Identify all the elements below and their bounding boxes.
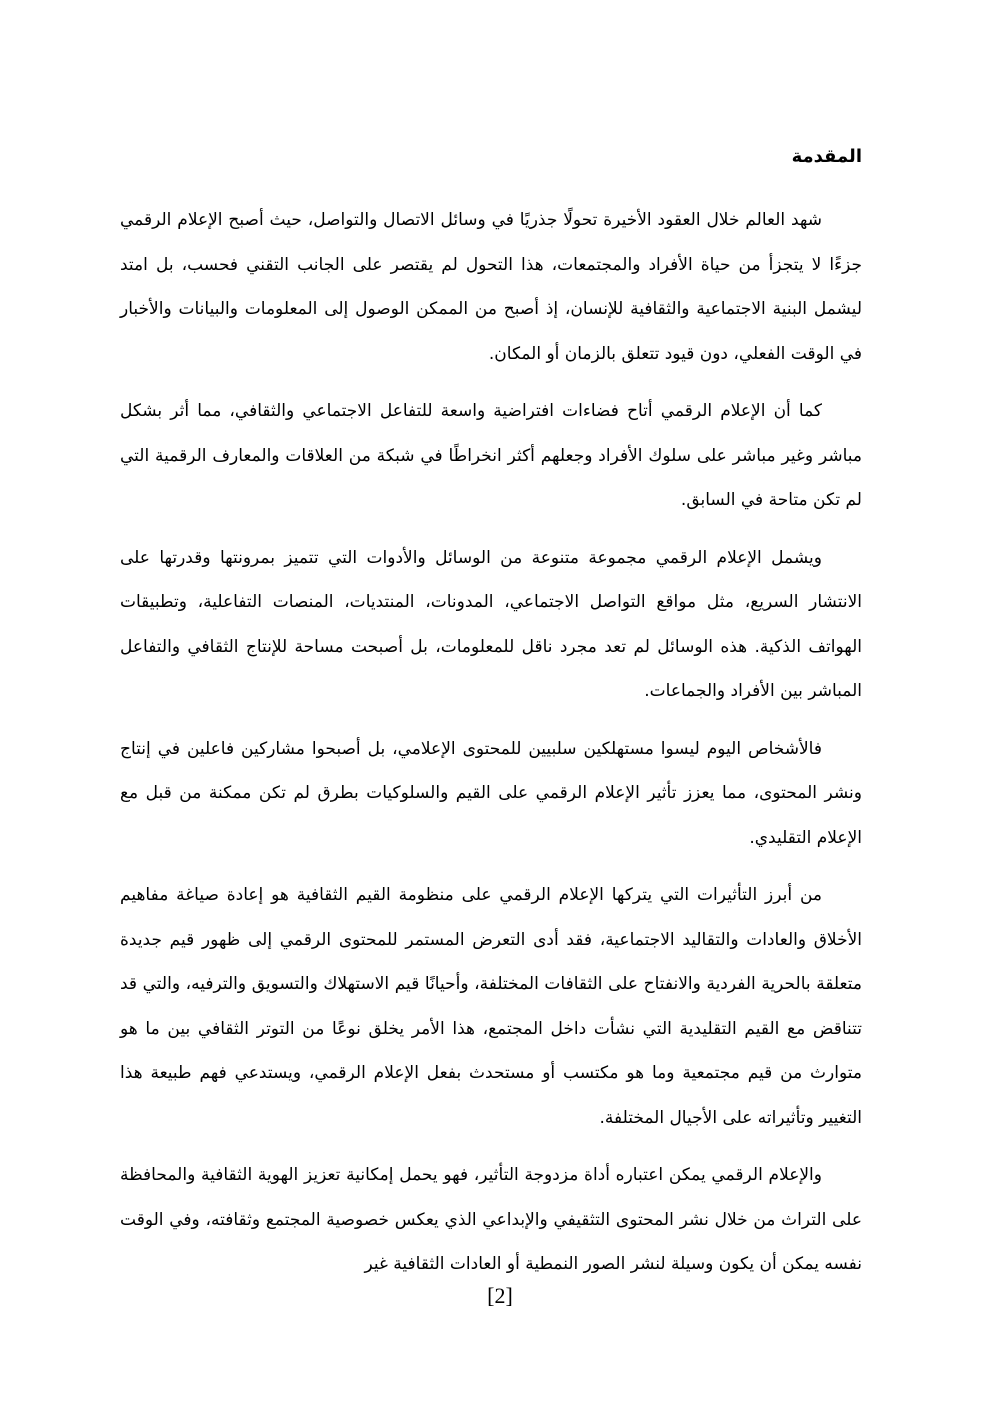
paragraph: شهد العالم خلال العقود الأخيرة تحولًا جذريًا في وسائل الاتصال والتواصل، حيث أصبح الإعلام الرقمي جزءًا لا يتجزأ من حياة الأفراد والمجتمعات، هذا التحول لم يقتصر على الجانب التقني فحسب، بل امتد ليشمل البنية الاجتماعية والثقافية للإنسان، إذ أصبح من الممكن الوصول إلى المعلومات والبيانات والأخبار في الوقت الفعلي، دون قيود تتعلق بالزمان أو المكان. — [120, 210, 862, 364]
paragraph: ويشمل الإعلام الرقمي مجموعة متنوعة من الوسائل والأدوات التي تتميز بمرونتها وقدرتها على الانتشار السريع، مثل مواقع التواصل الاجتماعي، المدونات، المنتديات، المنصات التفاعلية، وتطبيقات الهواتف الذكية. هذه الوسائل لم تعد مجرد ناقل للمعلومات، بل أصبحت مساحة للإنتاج الثقافي والتفاعل المباشر بين الأفراد والجماعات. — [120, 547, 862, 701]
section-heading: المقدمة — [791, 146, 862, 167]
page-body — [120, 142, 862, 1300]
paragraph: من أبرز التأثيرات التي يتركها الإعلام الرقمي على منظومة القيم الثقافية هو إعادة صياغة مفاهيم الأخلاق والعادات والتقاليد الاجتماعية، فقد أدى التعرض المستمر للمحتوى الرقمي إلى ظهور قيم جديدة متعلقة بالحرية الفردية والانفتاح على الثقافات المختلفة، وأحيانًا قيم الاستهلاك والتسويق والترفيه، والتي قد تتناقض مع القيم التقليدية التي نشأت داخل المجتمع، هذا الأمر يخلق نوعًا من التوتر الثقافي بين ما هو متوارث من قيم مجتمعية وما هو مكتسب أو مستحدث بفعل الإعلام الرقمي، ويستدعي فهم طبيعة هذا التغيير وتأثيراته على الأجيال المختلفة. — [120, 885, 862, 1128]
page-number: [2] — [487, 1283, 513, 1308]
paragraph: فالأشخاص اليوم ليسوا مستهلكين سلبيين للمحتوى الإعلامي، بل أصبحوا مشاركين فاعلين في إنتاج ونشر المحتوى، مما يعزز تأثير الإعلام الرقمي على القيم والسلوكيات بطرق لم تكن ممكنة من قبل مع الإعلام التقليدي. — [120, 738, 862, 848]
paragraph: والإعلام الرقمي يمكن اعتباره أداة مزدوجة التأثير، فهو يحمل إمكانية تعزيز الهوية الثقافية والمحافظة على التراث من خلال نشر المحتوى التثقيفي والإبداعي الذي يعكس خصوصية المجتمع وثقافته، وفي الوقت نفسه يمكن أن يكون وسيلة لنشر الصور النمطية أو العادات الثقافية غير — [120, 1165, 862, 1274]
paragraph: كما أن الإعلام الرقمي أتاح فضاءات افتراضية واسعة للتفاعل الاجتماعي والثقافي، مما أثر بشكل مباشر وغير مباشر على سلوك الأفراد وجعلهم أكثر انخراطًا في شبكة من العلاقات والمعارف الرقمية التي لم تكن متاحة في السابق. — [120, 401, 862, 510]
